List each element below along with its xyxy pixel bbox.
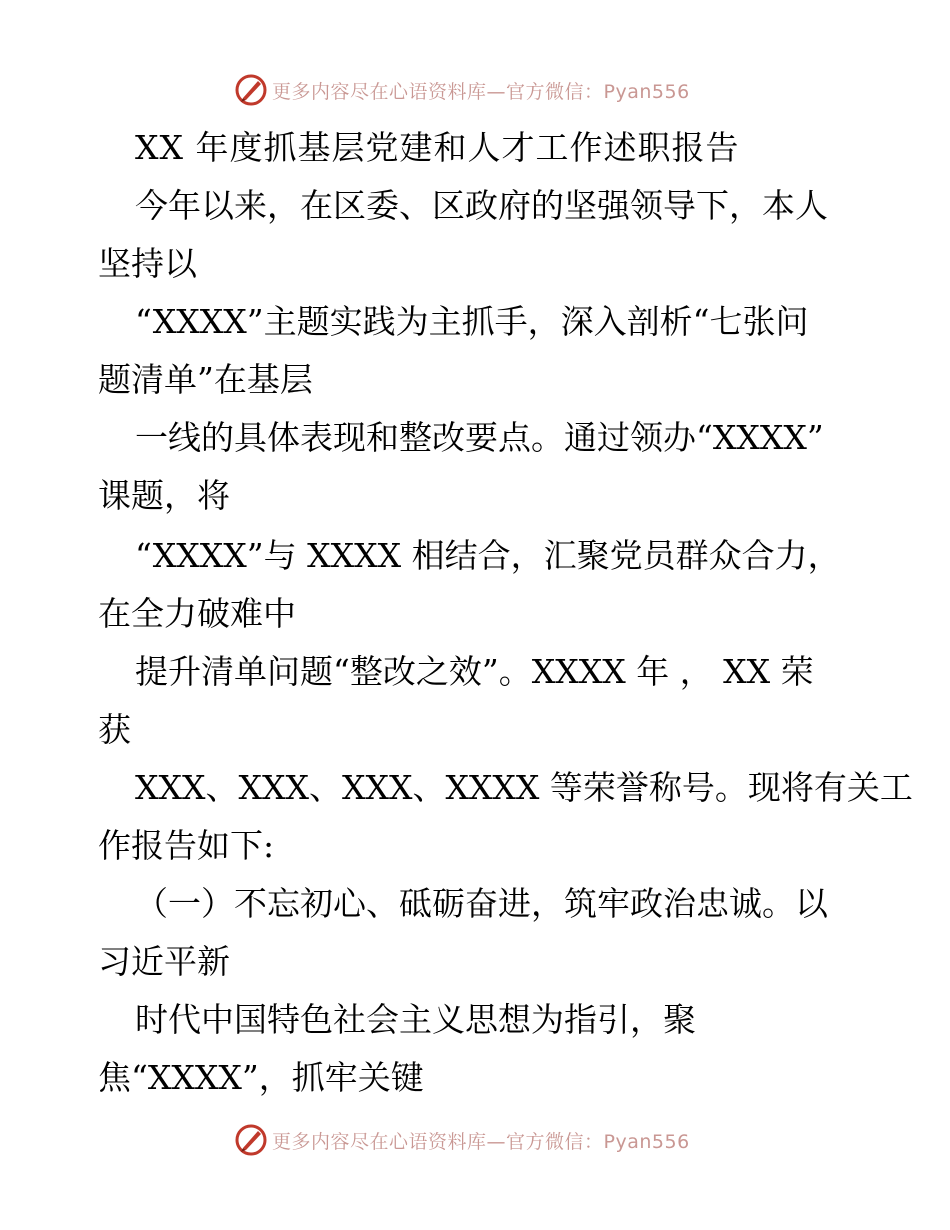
paragraph-line: 焦“XXXX”，抓牢关键 [98, 1058, 424, 1097]
footer-watermark [234, 1122, 690, 1158]
paragraph-line: 课题，将 [98, 476, 230, 515]
paragraph-line: 今年以来，在区委、区政府的坚强领导下，本人 [135, 186, 828, 225]
header-watermark [234, 72, 690, 108]
paragraph-line: 时代中国特色社会主义思想为指引，聚 [135, 1000, 696, 1039]
paragraph-line: 获 [98, 710, 131, 749]
paragraph-line: “XXXX”与 XXXX 相结合，汇聚党员群众合力， [135, 536, 841, 575]
pen-logo-icon [234, 1123, 268, 1157]
paragraph-line: 在全力破难中 [98, 594, 296, 633]
paragraph-line: （一）不忘初心、砥砺奋进，筑牢政治忠诚。以 [135, 884, 828, 923]
paragraph-line: 一线的具体表现和整改要点。通过领办“XXXX” [135, 418, 824, 457]
paragraph-line: 提升清单问题“整改之效”。XXXX 年 ， XX 荣 [135, 652, 814, 691]
pen-logo-icon [234, 73, 268, 107]
watermark-text: 更多内容尽在心语资料库—官方微信：Pyan556 [272, 80, 690, 103]
paragraph-line: 题清单”在基层 [98, 360, 313, 399]
paragraph-line: 作报告如下: [98, 826, 275, 865]
watermark-text: 更多内容尽在心语资料库—官方微信：Pyan556 [272, 1130, 690, 1153]
paragraph-line: 坚持以 [98, 244, 197, 283]
paragraph-line: “XXXX”主题实践为主抓手，深入剖析“七张问 [135, 302, 809, 341]
paragraph-line: XXX、XXX、XXX、XXXX 等荣誉称号。现将有关工 [135, 768, 913, 807]
document-title: XX 年度抓基层党建和人才工作述职报告 [135, 128, 740, 167]
paragraph-line: 习近平新 [98, 942, 230, 981]
